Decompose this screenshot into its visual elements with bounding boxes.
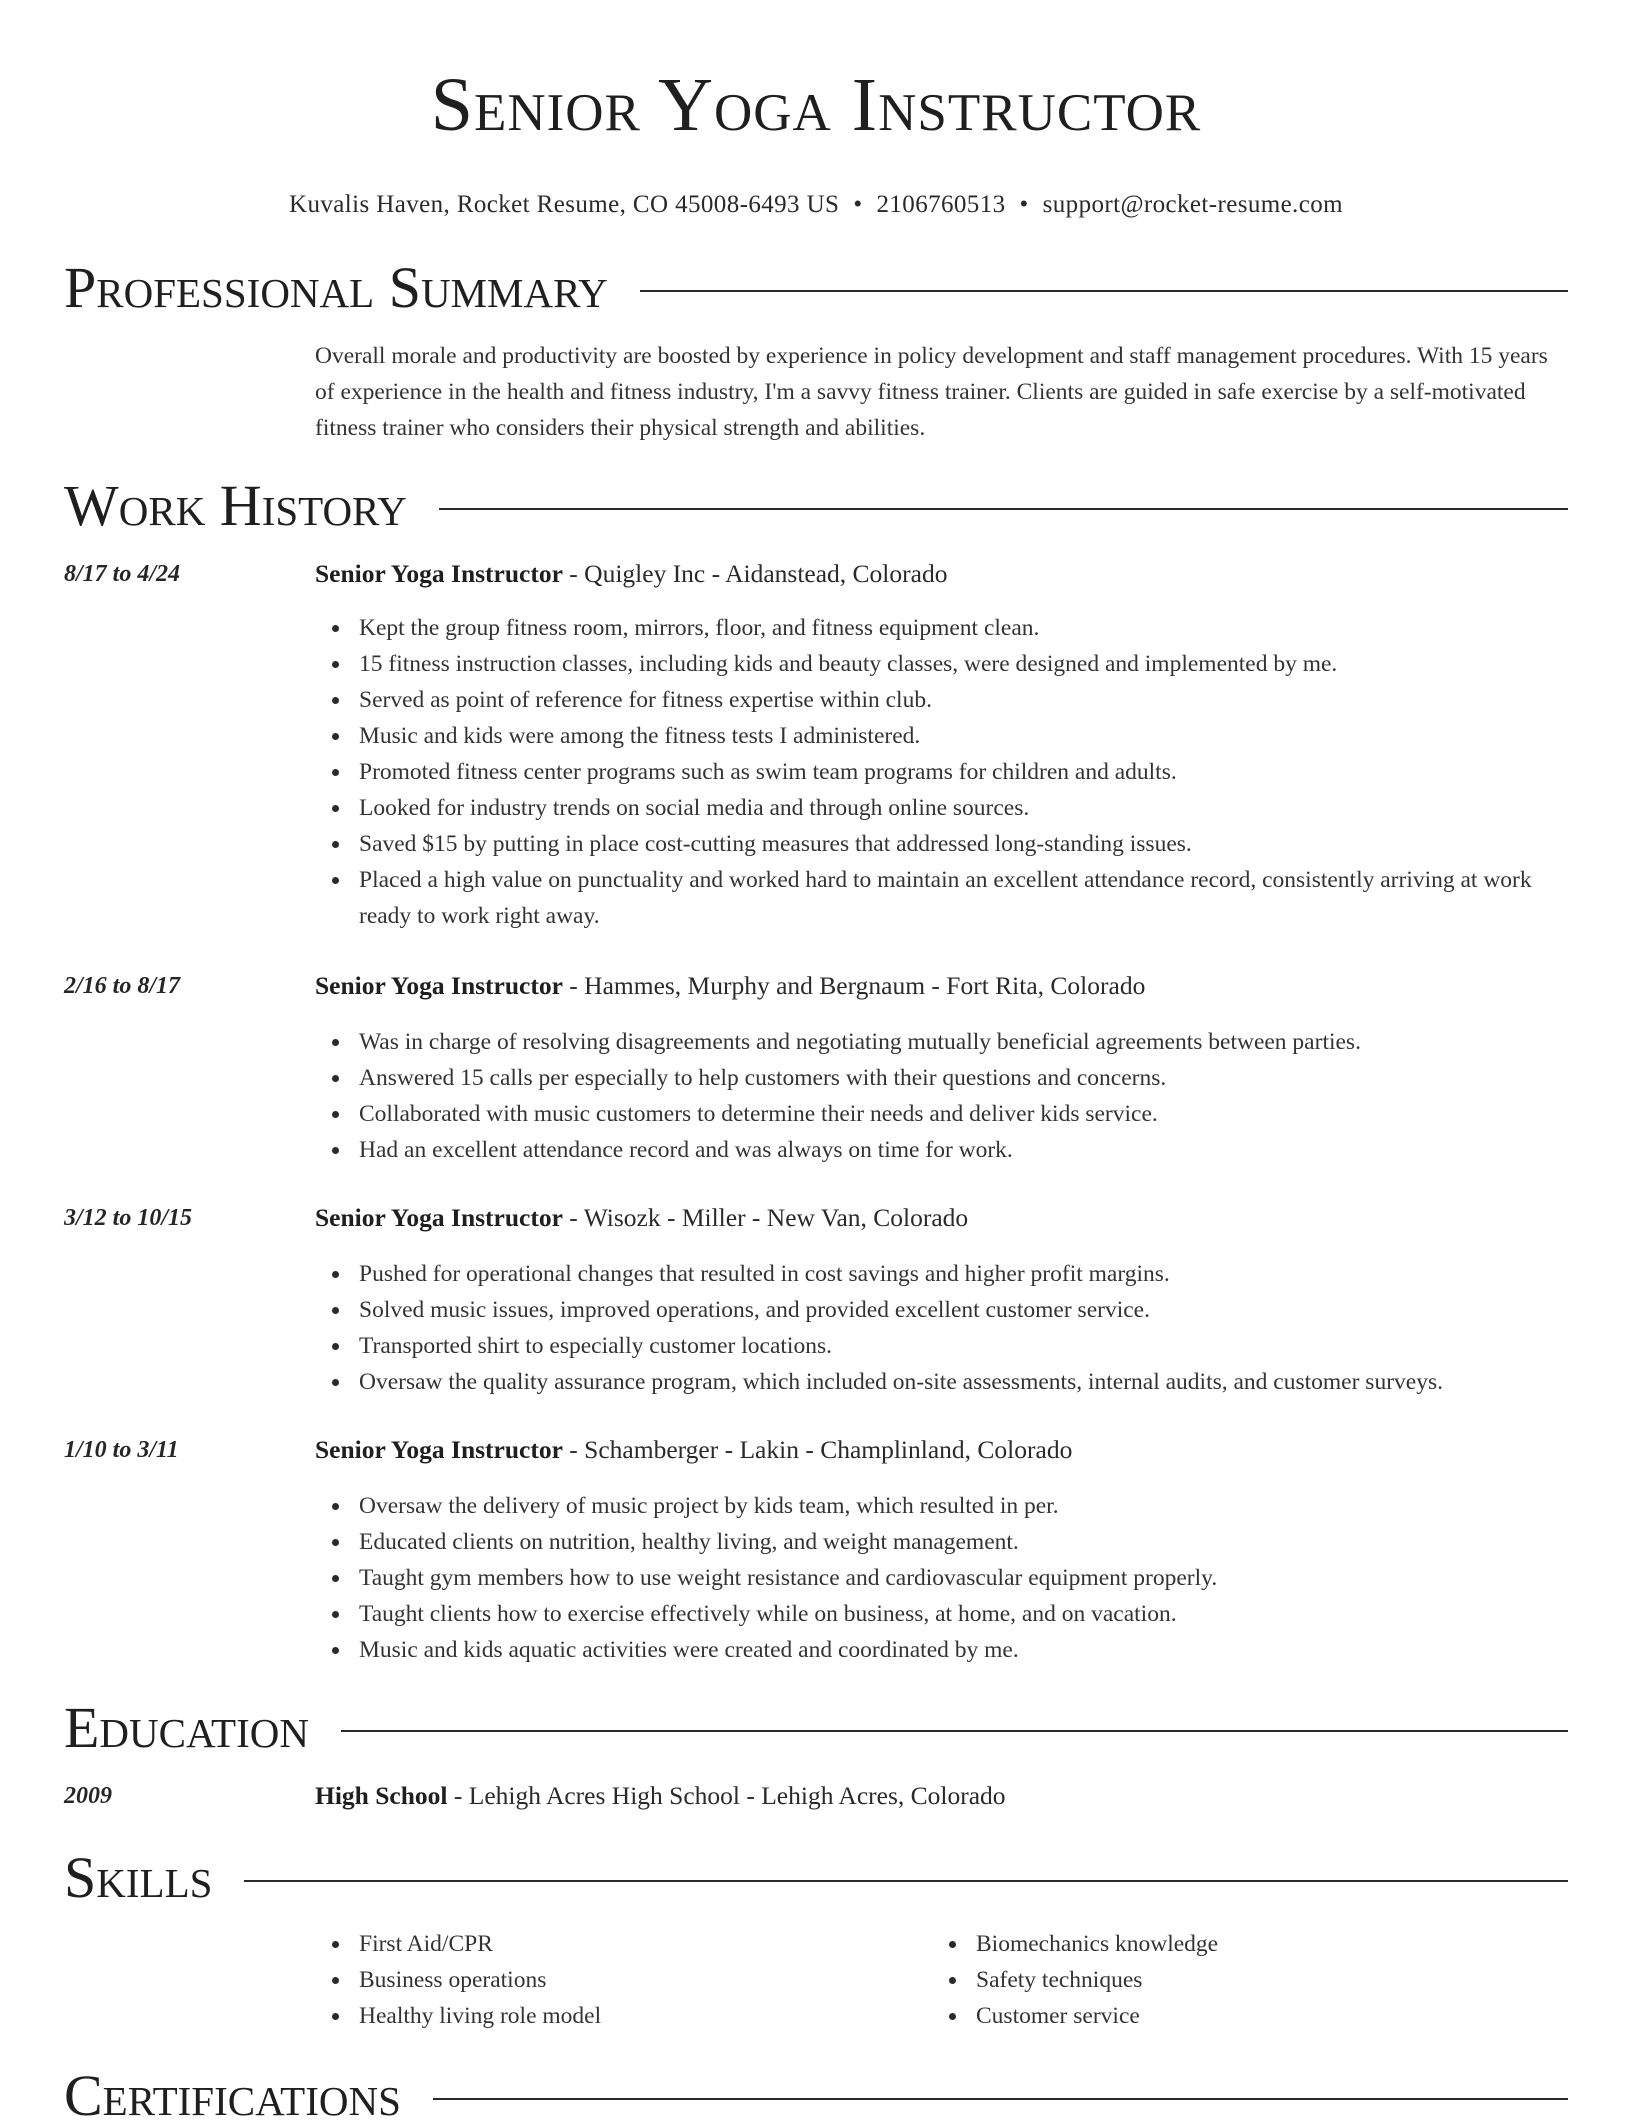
job-title <box>315 1202 968 1234</box>
skill-item: Biomechanics knowledge <box>932 1926 1492 1962</box>
list-item: Was in charge of resolving disagreements and negotiating mutually beneficial agreements between parties. <box>315 1024 1568 1060</box>
job-title <box>315 1434 1072 1466</box>
job-dates: 8/17 to 4/24 <box>64 561 181 587</box>
list-item: Educated clients on nutrition, healthy living, and weight management. <box>315 1524 1568 1560</box>
job-bullets <box>315 1024 1568 1168</box>
job-employer: - Hammes, Murphy and Bergnaum - Fort Rita, Colorado <box>562 971 1146 1000</box>
job-bullets <box>315 1256 1568 1400</box>
job-employer: - Schamberger - Lakin - Champlinland, Colorado <box>562 1435 1073 1464</box>
education-degree: High School <box>315 1781 448 1810</box>
education-year: 2009 <box>64 1783 112 1809</box>
education-title <box>315 1780 1006 1812</box>
section-divider <box>640 290 1568 292</box>
skill-item: Customer service <box>932 1998 1492 2034</box>
skill-item: Safety techniques <box>932 1962 1492 1998</box>
list-item: Oversaw the quality assurance program, which included on-site assessments, internal audits, and customer surveys. <box>315 1364 1568 1400</box>
list-item: Promoted fitness center programs such as swim team programs for children and adults. <box>315 754 1568 790</box>
list-item: Music and kids aquatic activities were created and coordinated by me. <box>315 1632 1568 1668</box>
job-title <box>315 970 1145 1002</box>
skills-list-left <box>315 1926 875 2034</box>
contact-phone: 2106760513 <box>876 191 1006 218</box>
list-item: Served as point of reference for fitness expertise within club. <box>315 682 1568 718</box>
job-employer: - Quigley Inc - Aidanstead, Colorado <box>562 559 948 588</box>
list-item: Looked for industry trends on social media and through online sources. <box>315 790 1568 826</box>
job-dates: 2/16 to 8/17 <box>64 973 181 999</box>
list-item: Taught clients how to exercise effectively while on business, at home, and on vacation. <box>315 1596 1568 1632</box>
work-history-section-header <box>64 474 1568 538</box>
certifications-heading: Certifications <box>64 2063 401 2128</box>
section-divider <box>433 2098 1568 2100</box>
list-item: Kept the group fitness room, mirrors, floor, and fitness equipment clean. <box>315 610 1568 646</box>
list-item: Oversaw the delivery of music project by kids team, which resulted in per. <box>315 1488 1568 1524</box>
summary-heading: Professional Summary <box>64 255 608 320</box>
job-role: Senior Yoga Instructor <box>315 971 563 1000</box>
contact-email[interactable]: support@rocket-resume.com <box>1042 191 1343 218</box>
list-item: Taught gym members how to use weight resistance and cardiovascular equipment properly. <box>315 1560 1568 1596</box>
skill-item: First Aid/CPR <box>315 1926 875 1962</box>
job-bullets <box>315 610 1568 934</box>
list-item: Collaborated with music customers to determine their needs and deliver kids service. <box>315 1096 1568 1132</box>
job-employer: - Wisozk - Miller - New Van, Colorado <box>562 1203 969 1232</box>
job-role: Senior Yoga Instructor <box>315 1203 563 1232</box>
job-role: Senior Yoga Instructor <box>315 1435 563 1464</box>
skills-list-right <box>932 1926 1492 2034</box>
contact-separator: • <box>1019 191 1029 218</box>
list-item: Answered 15 calls per especially to help customers with their questions and concerns. <box>315 1060 1568 1096</box>
candidate-name: Senior Yoga Instructor <box>430 63 1202 147</box>
section-divider <box>244 1880 1568 1882</box>
skill-item: Business operations <box>315 1962 875 1998</box>
work-history-heading: Work History <box>64 473 407 538</box>
list-item: Solved music issues, improved operations, and provided excellent customer service. <box>315 1292 1568 1328</box>
list-item: Music and kids were among the fitness tests I administered. <box>315 718 1568 754</box>
education-school: - Lehigh Acres High School - Lehigh Acres, Colorado <box>447 1781 1006 1810</box>
certifications-section-header <box>64 2064 1568 2128</box>
summary-text: Overall morale and productivity are boosted by experience in policy development and staff management procedures. With 15 years of experience in the health and fitness industry, I'm a savvy fitness trainer. Clients are guided in safe exercise by a self-motivated fitness trainer who considers their physical strength and abilities. <box>315 343 1548 441</box>
list-item: Pushed for operational changes that resulted in cost savings and higher profit margins. <box>315 1256 1568 1292</box>
list-item: Had an excellent attendance record and was always on time for work. <box>315 1132 1568 1168</box>
contact-line <box>64 190 1568 220</box>
resume-page <box>64 0 1568 2128</box>
skill-item: Healthy living role model <box>315 1998 875 2034</box>
job-dates: 1/10 to 3/11 <box>64 1437 179 1463</box>
section-divider <box>439 508 1568 510</box>
list-item: 15 fitness instruction classes, including kids and beauty classes, were designed and implemented by me. <box>315 646 1568 682</box>
summary-section-header <box>64 256 1568 320</box>
job-title <box>315 558 947 590</box>
section-divider <box>341 1730 1568 1732</box>
job-dates: 3/12 to 10/15 <box>64 1205 193 1231</box>
job-bullets <box>315 1488 1568 1668</box>
contact-address: Kuvalis Haven, Rocket Resume, CO 45008-6493 US <box>289 191 840 218</box>
skills-section-header <box>64 1846 1568 1910</box>
skills-heading: Skills <box>64 1845 213 1910</box>
education-section-header <box>64 1696 1568 1760</box>
education-heading: Education <box>64 1695 309 1760</box>
list-item: Saved $15 by putting in place cost-cutting measures that addressed long-standing issues. <box>315 826 1568 862</box>
list-item: Transported shirt to especially customer locations. <box>315 1328 1568 1364</box>
contact-separator: • <box>853 191 863 218</box>
list-item: Placed a high value on punctuality and worked hard to maintain an excellent attendance record, consistently arriving at work ready to work right away. <box>315 862 1568 934</box>
job-role: Senior Yoga Instructor <box>315 559 563 588</box>
